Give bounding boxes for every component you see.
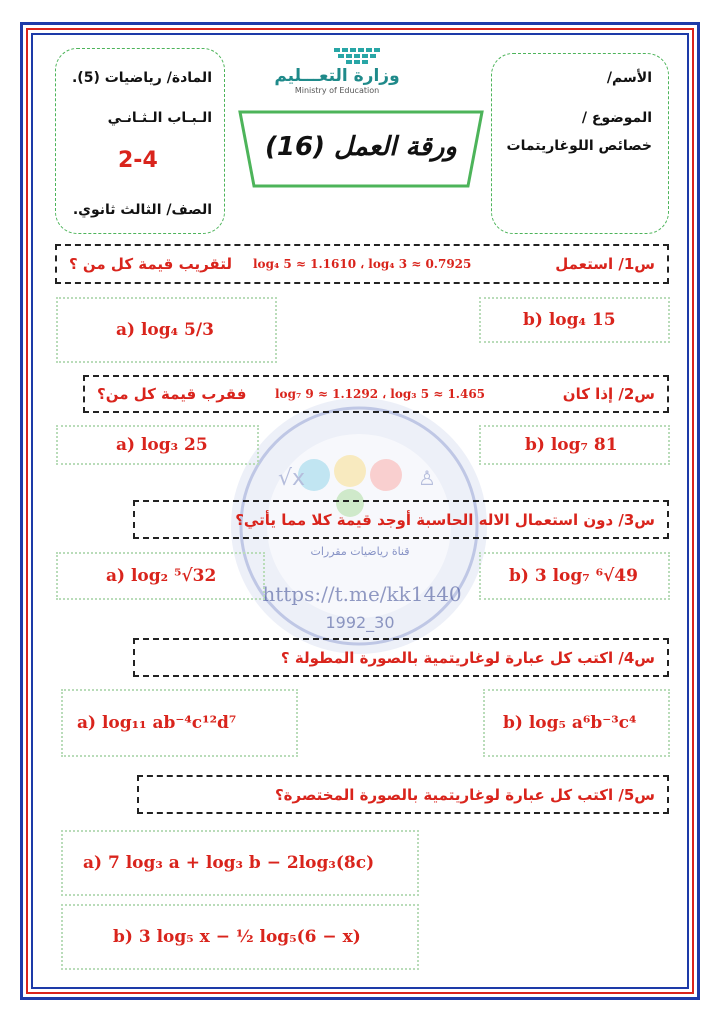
watermark-icon-3	[370, 459, 402, 491]
q4-part-b-box[interactable]	[483, 689, 670, 757]
question-2-given: log₇ 9 ≈ 1.1292 ، log₃ 5 ≈ 1.465	[275, 387, 486, 401]
ministry-name-en: Ministry of Education	[294, 86, 380, 95]
topic-label: الموضوع /	[581, 110, 652, 126]
question-2-tail: فقرب قيمة كل من؟	[97, 385, 247, 403]
svg-text:√x: √x	[278, 466, 306, 491]
q2-part-b: b) log₇ 81	[525, 435, 618, 455]
question-5-label: س5/ اكتب كل عبارة لوغاريتمية بالصورة المختصرة؟	[274, 785, 655, 804]
question-2-label: س2/ إذا كان	[562, 385, 655, 403]
question-5-box	[137, 775, 669, 814]
q1-part-b: b) log₄ 15	[523, 310, 616, 330]
q5-part-a-box[interactable]	[61, 830, 419, 896]
q2-part-a-box[interactable]	[56, 425, 259, 465]
watermark-icon-2	[334, 455, 366, 487]
q5-part-b: b) 3 log₅ x − ½ log₅(6 − x)	[113, 927, 361, 947]
ministry-name-ar: وزارة التعـــليم	[274, 66, 400, 86]
name-label: الأسم/	[606, 70, 652, 86]
q4-part-b: b) log₅ a⁶b⁻³c⁴	[503, 713, 637, 733]
q2-part-a: a) log₃ 25	[116, 435, 208, 455]
watermark-channel: قناة رياضيات مقررات	[310, 545, 410, 558]
q5-part-a: a) 7 log₃ a + log₃ b − 2log₃(8c)	[83, 853, 375, 873]
q3-part-a-box[interactable]	[56, 552, 265, 600]
question-1-label: س1/ استعمل	[555, 255, 655, 273]
unit-number: 2-4	[118, 148, 158, 173]
q1-part-b-box[interactable]	[479, 297, 670, 343]
question-2-box	[83, 375, 669, 413]
subject-label: المادة/ رياضيات (5).	[71, 70, 212, 86]
watermark-link: https://t.me/kk1440	[262, 582, 462, 606]
q4-part-a: a) log₁₁ ab⁻⁴c¹²d⁷	[77, 713, 237, 733]
ministry-logo-icon	[262, 46, 412, 68]
topic-value: خصائص اللوغاريتمات	[506, 138, 652, 154]
q5-part-b-box[interactable]	[61, 904, 419, 970]
question-4-label: س4/ اكتب كل عبارة لوغاريتمية بالصورة المطولة ؟	[280, 648, 655, 667]
q4-part-a-box[interactable]	[61, 689, 298, 757]
q3-part-a: a) log₂ ⁵√32	[106, 566, 217, 586]
question-3-label: س3/ دون استعمال الاله الحاسبة أوجد قيمة كلا مما يأتي؟	[235, 510, 655, 529]
chapter-label: الـبـاب الـثـانـي	[107, 110, 212, 126]
q2-part-b-box[interactable]	[479, 425, 670, 465]
grade-label: الصف/ الثالث ثانوي.	[72, 202, 212, 218]
question-1-tail: لتقريب قيمة كل من ؟	[69, 255, 232, 273]
question-4-box	[133, 638, 669, 677]
question-1-box	[55, 244, 669, 284]
ministry-logo	[262, 46, 412, 98]
question-1-given: log₄ 5 ≈ 1.1610 ، log₄ 3 ≈ 0.7925	[253, 257, 472, 271]
q1-part-a: a) log₄ 5/3	[116, 320, 214, 340]
q3-part-b-box[interactable]	[479, 552, 670, 600]
worksheet-title-banner	[232, 110, 490, 188]
question-3-box	[133, 500, 669, 539]
watermark-number: 1992_30	[325, 613, 395, 632]
q1-part-a-box[interactable]	[56, 297, 277, 363]
worksheet-title: ورقة العمل (16)	[265, 132, 457, 162]
svg-text:♙: ♙	[418, 466, 436, 490]
q3-part-b: b) 3 log₇ ⁶√49	[509, 566, 638, 586]
